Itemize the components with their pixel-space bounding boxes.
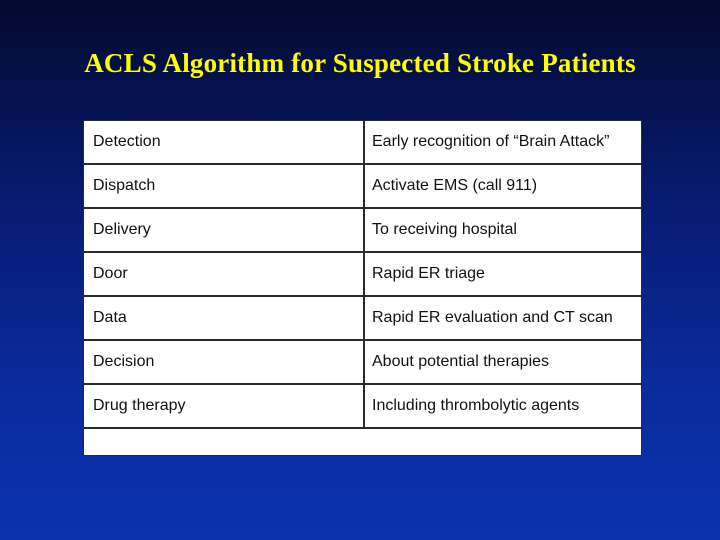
- table-row: [84, 385, 641, 429]
- step-cell: Decision: [84, 341, 365, 383]
- slide-title: ACLS Algorithm for Suspected Stroke Patients: [84, 48, 636, 78]
- step-cell: Delivery: [84, 209, 365, 251]
- description-cell: To receiving hospital: [372, 221, 517, 238]
- stroke-algorithm-table: [83, 120, 642, 456]
- table-row: [84, 341, 641, 385]
- step-cell: Data: [84, 297, 365, 339]
- description-cell: Rapid ER triage: [372, 265, 485, 282]
- table-row: [84, 209, 641, 253]
- step-cell: Door: [84, 253, 365, 295]
- table-row: [84, 253, 641, 297]
- table-row: [84, 121, 641, 165]
- step-cell: Detection: [84, 121, 365, 163]
- description-cell: Activate EMS (call 911): [372, 177, 538, 194]
- description-cell: Early recognition of “Brain Attack”: [372, 133, 610, 150]
- description-cell: About potential therapies: [372, 353, 550, 370]
- description-cell: Including thrombolytic agents: [372, 397, 580, 414]
- description-cell: Rapid ER evaluation and CT scan: [372, 309, 613, 326]
- step-cell: Dispatch: [84, 165, 365, 207]
- step-cell: Drug therapy: [84, 385, 365, 427]
- table-row: [84, 297, 641, 341]
- table-row: [84, 165, 641, 209]
